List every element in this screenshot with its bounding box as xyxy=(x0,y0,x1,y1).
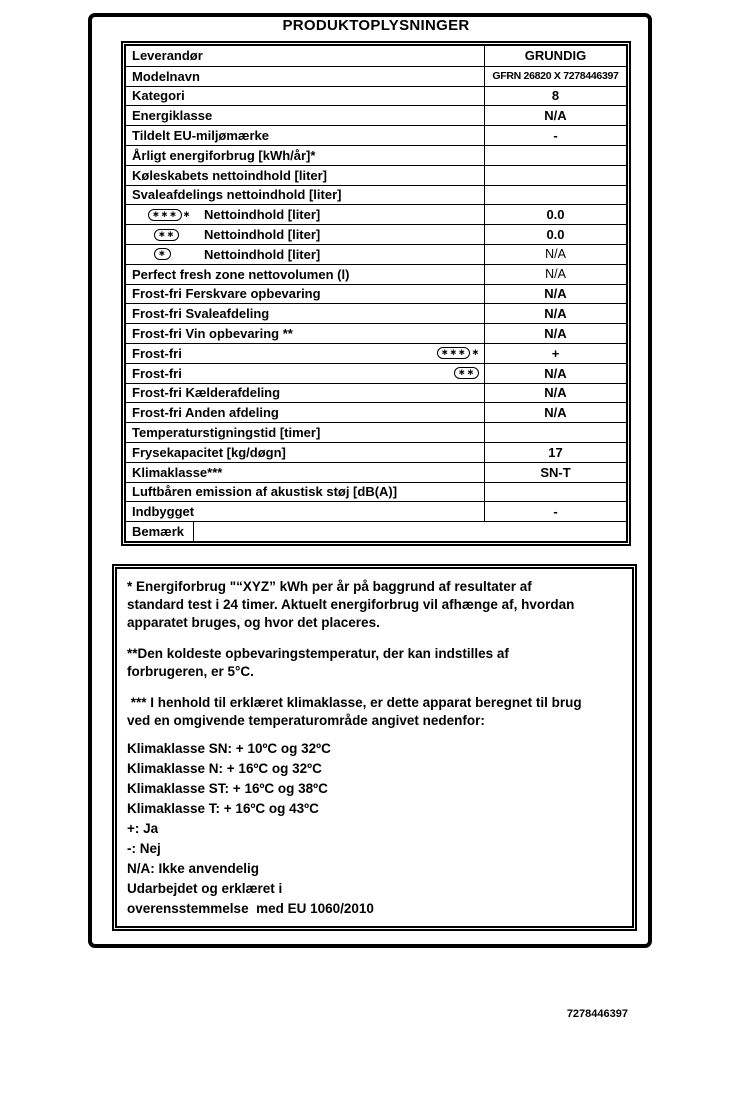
note-line: **Den koldeste opbevaringstemperatur, der kan indstilles af xyxy=(127,646,509,661)
row-label-text: Årligt energiforbrug [kWh/år]* xyxy=(132,147,316,163)
table-row xyxy=(126,343,626,363)
row-label xyxy=(126,225,485,244)
row-label-text: Klimaklasse*** xyxy=(132,464,223,480)
note-line: N/A: Ikke anvendelig xyxy=(127,861,260,876)
row-label-text: Køleskabets nettoindhold [liter] xyxy=(132,167,328,183)
row-value: N/A xyxy=(544,405,567,421)
table-row xyxy=(126,482,626,502)
row-value: SN-T xyxy=(540,464,571,480)
row-label xyxy=(126,483,485,502)
row-label-text: Frost-fri Anden afdeling xyxy=(132,405,279,421)
row-label xyxy=(126,403,485,422)
note-line: ved en omgivende temperaturområde angivet nedenfor: xyxy=(127,713,485,728)
row-label xyxy=(126,67,485,86)
row-value: 17 xyxy=(548,444,563,460)
row-label-text: Nettoindhold [liter] xyxy=(204,207,321,223)
row-value: N/A xyxy=(544,365,567,381)
row-value: N/A xyxy=(544,306,567,322)
row-value: + xyxy=(551,345,560,361)
row-label-text: Perfect fresh zone nettovolumen (l) xyxy=(132,266,350,282)
document-number: 7278446397 xyxy=(566,1008,628,1020)
row-label xyxy=(126,106,485,125)
table-row xyxy=(126,501,626,521)
freezer-4-star-icon: ∗∗∗ ∗ xyxy=(148,209,204,221)
row-value: N/A xyxy=(544,326,567,342)
note-line: overensstemmelse med EU 1060/2010 xyxy=(127,901,374,916)
table-row xyxy=(126,145,626,165)
row-label-text: Energiklasse xyxy=(132,108,213,124)
row-label xyxy=(126,245,485,264)
table-row xyxy=(126,284,626,304)
product-table xyxy=(121,41,631,546)
note-line: Klimaklasse N: + 16ºC og 32ºC xyxy=(127,761,322,776)
row-value: N/A xyxy=(545,267,566,282)
row-label xyxy=(126,285,485,304)
row-label: Bemærk xyxy=(126,522,194,541)
row-value xyxy=(485,166,626,185)
table-row xyxy=(126,46,626,66)
freezer-1-star-icon: ∗ xyxy=(148,248,204,260)
table-row xyxy=(126,105,626,125)
note-line: standard test i 24 timer. Aktuelt energiforbrug vil afhænge af, hvordan xyxy=(127,597,575,612)
note-line: Udarbejdet og erklæret i xyxy=(127,881,283,896)
table-row xyxy=(126,521,626,541)
note-line: * Energiforbrug "“XYZ” kWh per år på baggrund af resultater af xyxy=(127,579,532,594)
row-label-text: Frost-fri xyxy=(132,345,182,361)
table-row xyxy=(126,422,626,442)
notes-box xyxy=(112,564,637,931)
table-row xyxy=(126,224,626,244)
row-label xyxy=(126,46,485,66)
row-label xyxy=(126,423,485,442)
row-value: N/A xyxy=(544,286,567,302)
row-label-text: Modelnavn xyxy=(132,68,200,84)
note-block xyxy=(127,694,622,730)
table-row xyxy=(126,303,626,323)
table-row xyxy=(126,383,626,403)
row-label xyxy=(126,384,485,403)
note-line: Klimaklasse SN: + 10ºC og 32ºC xyxy=(127,741,331,756)
table-row xyxy=(126,442,626,462)
table-row xyxy=(126,363,626,383)
freezer-2-star-icon: ∗∗ xyxy=(148,229,204,241)
table-row xyxy=(126,462,626,482)
row-value: N/A xyxy=(544,108,567,124)
note-line: forbrugeren, er 5°C. xyxy=(127,664,254,679)
note-line: apparatet bruges, og hvor det placeres. xyxy=(127,615,380,630)
row-label-text: Frost-fri Svaleafdeling xyxy=(132,306,270,322)
row-value xyxy=(485,146,626,165)
table-row xyxy=(126,125,626,145)
row-value: 8 xyxy=(551,88,560,104)
table-row xyxy=(126,204,626,224)
note-line: +: Ja xyxy=(127,821,159,836)
row-label-text: Svaleafdelings nettoindhold [liter] xyxy=(132,187,342,203)
row-label-text: Indbygget xyxy=(132,504,195,520)
row-label-text: Frysekapacitet [kg/døgn] xyxy=(132,444,286,460)
row-value xyxy=(485,186,626,205)
table-row xyxy=(126,86,626,106)
row-value: - xyxy=(553,128,558,144)
row-label-text: Nettoindhold [liter] xyxy=(204,227,321,243)
note-block xyxy=(127,578,622,632)
row-label-text: Frost-fri Ferskvare opbevaring xyxy=(132,286,321,302)
page-title: PRODUKTOPLYSNINGER xyxy=(282,17,470,34)
row-label xyxy=(126,265,485,284)
freezer-4-star-icon: ∗∗∗ ∗ xyxy=(437,347,479,359)
row-label-text: Luftbåren emission af akustisk støj [dB(A)] xyxy=(132,484,398,500)
row-label xyxy=(126,146,485,165)
note-line: *** I henhold til erklæret klimaklasse, er dette apparat beregnet til brug xyxy=(127,695,582,710)
row-label-text: Kategori xyxy=(132,88,185,104)
table-row xyxy=(126,323,626,343)
row-label-text: Tildelt EU-miljømærke xyxy=(132,128,270,144)
row-value xyxy=(485,423,626,442)
table-row xyxy=(126,402,626,422)
row-label xyxy=(126,166,485,185)
row-label xyxy=(126,205,485,224)
note-block xyxy=(127,739,622,919)
table-row xyxy=(126,185,626,205)
row-value: GRUNDIG xyxy=(524,48,587,64)
table-row xyxy=(126,165,626,185)
row-label-text: Frost-fri Kælderafdeling xyxy=(132,385,281,401)
row-label xyxy=(126,443,485,462)
row-value: GFRN 26820 X 7278446397 xyxy=(492,70,619,83)
row-value xyxy=(485,483,626,502)
row-value: 0.0 xyxy=(546,227,565,243)
row-label-text: Frost-fri Vin opbevaring ** xyxy=(132,326,293,342)
freezer-2-star-icon: ∗∗ xyxy=(454,367,479,379)
table-row xyxy=(126,264,626,284)
row-label xyxy=(126,344,485,363)
note-line: Klimaklasse ST: + 16ºC og 38ºC xyxy=(127,781,328,796)
row-value: 0.0 xyxy=(546,207,565,223)
row-label xyxy=(126,186,485,205)
row-value: N/A xyxy=(544,385,567,401)
row-value: N/A xyxy=(545,247,566,262)
row-label xyxy=(126,87,485,106)
row-label-text: Frost-fri xyxy=(132,365,182,381)
row-label xyxy=(126,304,485,323)
row-value: - xyxy=(553,504,558,520)
row-label xyxy=(126,364,485,383)
row-label-text: Nettoindhold [liter] xyxy=(204,246,321,262)
row-label-text: Temperaturstigningstid [timer] xyxy=(132,425,321,441)
row-label xyxy=(126,463,485,482)
row-label xyxy=(126,324,485,343)
table-row xyxy=(126,244,626,264)
row-label-text: Leverandør xyxy=(132,48,203,64)
note-line: -: Nej xyxy=(127,841,161,856)
row-label xyxy=(126,502,485,521)
table-row xyxy=(126,66,626,86)
note-line: Klimaklasse T: + 16ºC og 43ºC xyxy=(127,801,319,816)
note-block xyxy=(127,645,622,681)
row-label xyxy=(126,126,485,145)
